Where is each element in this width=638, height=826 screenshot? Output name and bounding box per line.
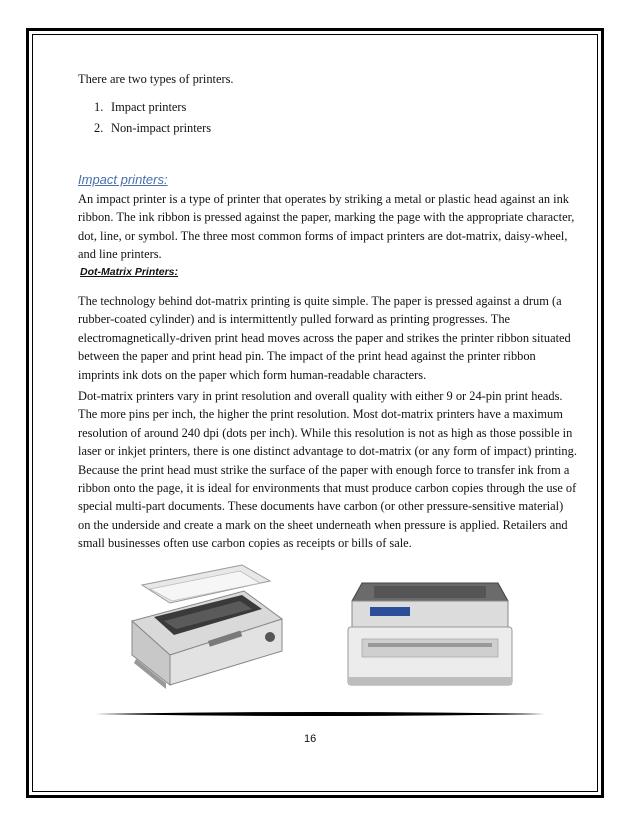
list-item — [94, 118, 211, 139]
dot-matrix-printer-image-2 — [340, 577, 520, 693]
page-number: 16 — [304, 733, 317, 745]
intro-text: There are two types of printers. — [78, 72, 234, 86]
list-item-label: Non-impact printers — [111, 121, 212, 135]
impact-printers-heading: Impact printers: — [78, 172, 168, 187]
list-item-number: 1. — [94, 100, 104, 114]
list-item-number: 2. — [94, 121, 104, 135]
dot-matrix-printer-image-1 — [124, 563, 288, 693]
list-item — [94, 97, 211, 118]
impact-printers-paragraph: An impact printer is a type of printer that operates by striking a metal or plastic head against an ink ribbon. The ink ribbon is pressed against the paper, marking the page with the appropriate character, dot, line, or symbol. The three most common forms of impact printers are dot-matrix, daisy-wheel, and line printers. — [78, 192, 575, 262]
dot-matrix-paragraph-2: Dot-matrix printers vary in print resolution and overall quality with either 9 or 24-pin print heads. The more pins per inch, the higher the print resolution. Most dot-matrix printers have a maximum resolution of around 240 dpi (dots per inch). While this resolution is not as high as those possible in laser or inkjet printers, there is one distinct advantage to dot-matrix (or any form of impact) printing. Because the print head must strike the surface of the paper with enough force to transfer ink from a ribbon onto the page, it is ideal for environments that must produce carbon copies through the use of special multi-part documents. These documents have carbon (or other pressure-sensitive material) on the underside and create a mark on the sheet underneath when pressure is applied. Retailers and small businesses often use carbon copies as receipts or bills of sale. — [78, 389, 577, 551]
printer-types-list — [94, 97, 211, 139]
dot-matrix-paragraph-1: The technology behind dot-matrix printing is quite simple. The paper is pressed against a drum (a rubber-coated cylinder) and is intermittently pulled forward as printing progresses. The electromagnetically-driven print head moves across the paper and strikes the printer ribbon situated between the paper and print head pin. The impact of the print head against the printer ribbon imprints ink dots on the paper which form human-readable characters. — [78, 294, 571, 382]
footer-divider — [95, 710, 545, 718]
dot-matrix-heading: Dot-Matrix Printers: — [80, 266, 179, 278]
list-item-label: Impact printers — [111, 100, 187, 114]
